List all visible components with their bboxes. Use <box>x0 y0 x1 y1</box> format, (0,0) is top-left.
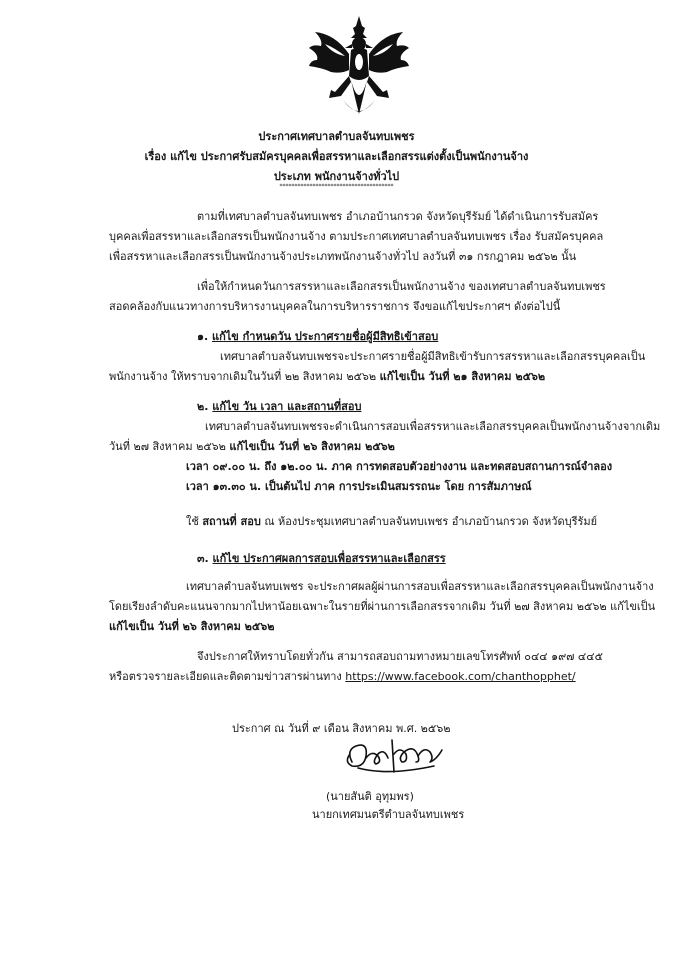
purpose-line-1: เพื่อให้กำหนดวันการสรรหาและเลือกสรรเป็นพนักงานจ้าง ของเทศบาลตำบลจันทบเพชร <box>197 280 606 293</box>
section-1-title: แก้ไข กำหนดวัน ประกาศรายชื่อผู้มีสิทธิเข้าสอบ <box>212 330 439 343</box>
section-1-line-2 <box>109 370 545 384</box>
header-divider: ************************************** <box>279 183 394 190</box>
section-3-title: แก้ไข ประกาศผลการสอบเพื่อสรรหาและเลือกสรร <box>212 552 446 565</box>
signature-icon <box>338 732 448 780</box>
section-1-number: ๑. <box>197 330 209 343</box>
section-2-venue <box>186 515 597 529</box>
section-3-heading <box>197 552 446 566</box>
closing-line-2 <box>109 670 576 684</box>
document-title: ประกาศเทศบาลตำบลจันทบเพชร <box>258 130 415 143</box>
purpose-line-2: สอดคล้องกับแนวทางการบริหารงานบุคคลในการบริหารราชการ จึงขอแก้ไขประกาศฯ ดังต่อไปนี้ <box>109 300 561 313</box>
section-2-time-2: เวลา ๑๓.๓๐ น. เป็นต้นไป ภาค การประเมินสมรรถนะ โดย การสัมภาษณ์ <box>186 480 532 493</box>
section-3-line-1: เทศบาลตำบลจันทบเพชร จะประกาศผลผู้ผ่านการสอบเพื่อสรรหาและเลือกสรรบุคคลเป็นพนักงานจ้าง <box>186 580 654 593</box>
section-2-line-1: เทศบาลตำบลจันทบเพชรจะดำเนินการสอบเพื่อสรรหาและเลือกสรรบุคคลเป็นพนักงานจ้างจากเดิม <box>205 420 661 433</box>
venue-prefix: ใช้ <box>186 515 199 528</box>
venue-label: สถานที่ สอบ <box>202 515 261 528</box>
section-1-line-1: เทศบาลตำบลจันทบเพชรจะประกาศรายชื่อผู้มีสิทธิเข้ารับการสรรหาและเลือกสรรบุคคลเป็น <box>220 350 646 363</box>
announcement-date: ประกาศ ณ วันที่ ๙ เดือน สิงหาคม พ.ศ. ๒๕๖๒ <box>232 722 451 735</box>
section-2-revised-date: แก้ไขเป็น วันที่ ๒๖ สิงหาคม ๒๕๖๒ <box>229 440 395 453</box>
venue-location: ณ ห้องประชุมเทศบาลตำบลจันทบเพชร อำเภอบ้านกรวด จังหวัดบุรีรัมย์ <box>264 515 598 528</box>
signatory-position: นายกเทศมนตรีตำบลจันทบเพชร <box>312 808 465 821</box>
section-3-number: ๓. <box>197 552 209 565</box>
section-3-line-2: โดยเรียงลำดับคะแนนจากมากไปหาน้อยเฉพาะในรายที่ผ่านการเลือกสรรจากเดิม วันที่ ๒๗ สิงหาคม ๒๕๖๒ แก้ไขเป็น <box>109 600 656 613</box>
section-3-line-3: แก้ไขเป็น วันที่ ๒๖ สิงหาคม ๒๕๖๒ <box>109 620 275 633</box>
section-2-title: แก้ไข วัน เวลา และสถานที่สอบ <box>212 400 362 413</box>
section-1-heading <box>197 330 438 344</box>
intro-line-3: เพื่อสรรหาและเลือกสรรเป็นพนักงานจ้างประเภทพนักงานจ้างทั่วไป ลงวันที่ ๓๑ กรกฎาคม ๒๕๖๒ นั้น <box>109 250 577 263</box>
section-2-heading <box>197 400 362 414</box>
section-2-time-1: เวลา ๐๙.๐๐ น. ถึง ๑๒.๐๐ น. ภาค การทดสอบตัวอย่างงาน และทดสอบสถานการณ์จำลอง <box>186 460 613 473</box>
document-subject: เรื่อง แก้ไข ประกาศรับสมัครบุคคลเพื่อสรรหาและเลือกสรรแต่งตั้งเป็นพนักงานจ้าง <box>144 150 529 163</box>
section-2-number: ๒. <box>197 400 209 413</box>
facebook-link[interactable]: https://www.facebook.com/chanthopphet/ <box>345 670 576 683</box>
section-1-revised-date: แก้ไขเป็น วันที่ ๒๑ สิงหาคม ๒๕๖๒ <box>379 370 546 383</box>
section-2-line-2 <box>109 440 395 454</box>
signatory-name: (นายสันติ อุทุมพร) <box>326 790 414 803</box>
document-type: ประเภท พนักงานจ้างทั่วไป <box>273 170 400 183</box>
intro-line-1: ตามที่เทศบาลตำบลจันทบเพชร อำเภอบ้านกรวด จังหวัดบุรีรัมย์ ได้ดำเนินการรับสมัคร <box>197 210 599 223</box>
intro-line-2: บุคคลเพื่อสรรหาและเลือกสรรเป็นพนักงานจ้าง ตามประกาศเทศบาลตำบลจันทบเพชร เรื่อง รับสมัครบุคคล <box>109 230 604 243</box>
closing-text: หรือตรวจรายละเอียดและติดตามข่าวสารผ่านทาง <box>109 670 342 683</box>
section-1-original-date: พนักงานจ้าง ให้ทราบจากเดิมในวันที่ ๒๒ สิงหาคม ๒๕๖๒ <box>109 370 377 383</box>
garuda-emblem-icon <box>305 14 413 122</box>
closing-line-1: จึงประกาศให้ทราบโดยทั่วกัน สามารถสอบถามทางหมายเลขโทรศัพท์ ๐๔๔ ๑๙๗ ๔๔๕ <box>197 650 603 663</box>
section-2-original-date: วันที่ ๒๗ สิงหาคม ๒๕๖๒ <box>109 440 226 453</box>
